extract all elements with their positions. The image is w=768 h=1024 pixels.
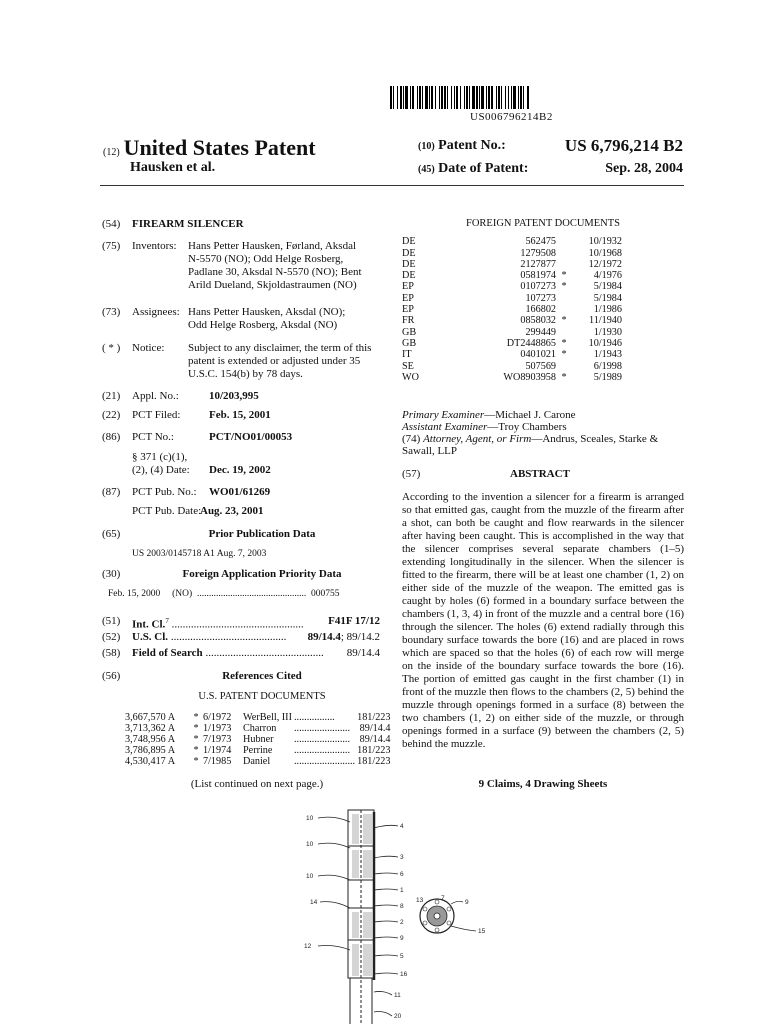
cited-by-examiner: *	[561, 337, 567, 349]
abstract-heading: ABSTRACT	[510, 468, 570, 480]
leader-line	[374, 905, 398, 906]
reference-numeral: 20	[394, 1013, 402, 1020]
appl-no: 10/203,995	[209, 390, 259, 402]
patent-number: 3,713,362 A	[125, 723, 176, 734]
field-code: (65)	[102, 528, 121, 540]
cited-by-examiner: *	[561, 270, 567, 282]
patent-number: 0107273	[520, 281, 556, 293]
cited-by-examiner	[556, 327, 572, 338]
leader-dots: ......................	[293, 734, 350, 745]
notice-label: Notice:	[132, 342, 165, 354]
reference-numeral: 16	[400, 971, 408, 978]
attorney-code: (74)	[402, 433, 421, 445]
barcode	[390, 86, 683, 109]
leader-line	[374, 991, 392, 995]
patent-number: WO8903958	[503, 371, 556, 383]
patent-number: 1279508	[520, 247, 556, 259]
country-code: FR	[402, 315, 415, 327]
notice-line: U.S.C. 154(b) by 78 days.	[188, 368, 303, 380]
priority-date: Feb. 15, 2000	[108, 589, 161, 599]
patentee: Hubner	[243, 734, 274, 745]
chamber-fill	[352, 814, 372, 976]
field-code: (52)	[102, 631, 121, 643]
patent-number: DT2448865	[506, 337, 556, 349]
country-code: EP	[402, 281, 414, 293]
cited-by-examiner: *	[561, 349, 567, 361]
notice-text	[188, 342, 394, 381]
foreign-patent-row	[402, 315, 622, 326]
examiners-section	[402, 409, 684, 457]
section-371-date: Dec. 19, 2002	[209, 464, 271, 476]
country-code: GB	[402, 326, 417, 338]
kind-code: (12)	[103, 147, 120, 158]
assignees-list	[188, 306, 394, 332]
us-cl-primary: 89/14.4	[307, 631, 341, 643]
patent-date: 10/1946	[588, 337, 622, 349]
us-patent-row	[125, 712, 391, 723]
section-371	[132, 451, 190, 477]
reference-numeral: 9	[400, 935, 404, 942]
patent-number: 3,667,570 A	[125, 712, 176, 723]
patent-date: 7/1985	[203, 756, 232, 767]
chamber-fill	[363, 912, 372, 938]
attorney-label: Attorney, Agent, or Firm	[423, 433, 532, 445]
foreign-patent-row	[402, 327, 622, 338]
document-number: US006796214B2	[470, 111, 553, 123]
leader-dots: ..........................................	[170, 631, 287, 643]
leader-line	[374, 955, 398, 956]
primary-examiner-label: Primary Examiner	[402, 409, 485, 421]
country-code: DE	[402, 247, 416, 259]
country-code: EP	[402, 304, 414, 316]
reference-numeral: 13	[416, 897, 424, 904]
reference-numeral: 15	[478, 928, 486, 935]
appl-no-label: Appl. No.:	[132, 390, 179, 402]
chamber-fill	[363, 814, 372, 844]
cited-by-examiner	[556, 361, 572, 372]
patent-number: 0401021	[520, 349, 556, 361]
field-code: (21)	[102, 390, 121, 402]
leader-line	[318, 843, 350, 848]
patentee: Charron	[243, 723, 277, 734]
foreign-patent-row	[402, 349, 622, 360]
leader-line	[374, 889, 398, 890]
patent-drawing	[280, 800, 700, 1024]
patent-date: 4/1976	[593, 270, 622, 282]
patent-no-label: Patent No.:	[438, 138, 506, 153]
foreign-patent-row	[402, 338, 622, 349]
cross-section-hole	[435, 928, 439, 932]
us-class: 181/223	[357, 756, 391, 767]
pct-pub-date: Aug. 23, 2001	[200, 505, 264, 517]
us-cl-secondary: ; 89/14.2	[340, 631, 380, 643]
leader-line	[374, 921, 398, 922]
field-code: (86)	[102, 431, 121, 443]
assistant-examiner-label: Assistant Examiner	[402, 421, 488, 433]
us-cl-values	[305, 631, 380, 644]
field-code: (30)	[102, 568, 121, 580]
continued-note: (List continued on next page.)	[190, 778, 324, 790]
foreign-patents-heading: FOREIGN PATENT DOCUMENTS	[465, 218, 621, 229]
cross-section-hole	[447, 907, 451, 911]
patent-title-header	[103, 135, 316, 161]
patent-number-line	[418, 138, 683, 154]
patent-number: 0581974	[520, 270, 556, 282]
section-371-line: § 371 (c)(1),	[132, 451, 188, 463]
reference-numeral: 8	[400, 903, 404, 910]
inventors-line: Hans Petter Hausken, Førland, Aksdal	[188, 240, 357, 252]
assignees-label: Assignees:	[132, 306, 180, 318]
barcode-bar	[529, 86, 530, 109]
leader-line	[318, 875, 350, 880]
cited-by-examiner: *	[561, 281, 567, 293]
patent-number: 0858032	[520, 315, 556, 327]
chamber-fill	[352, 912, 359, 938]
leader-dots: ......................	[293, 723, 350, 734]
field-code: (58)	[102, 647, 121, 659]
cited-by-examiner: *	[561, 315, 567, 327]
leader-line	[320, 902, 350, 908]
pct-no: PCT/NO01/00053	[209, 431, 293, 443]
patent-date: 6/1998	[593, 360, 622, 372]
leader-dots: ..............................................	[196, 589, 307, 599]
us-patent-table	[125, 712, 391, 767]
field-of-search-label: Field of Search	[132, 647, 203, 659]
priority-heading: Foreign Application Priority Data	[182, 568, 342, 580]
us-patent-row	[125, 745, 391, 756]
assistant-examiner: —Troy Chambers	[487, 421, 567, 433]
foreign-patent-row	[402, 281, 622, 292]
leader-dots: ................................................	[171, 618, 304, 631]
leader-line	[451, 901, 463, 904]
pct-pub-no: WO01/61269	[209, 486, 271, 498]
references-heading: References Cited	[222, 670, 302, 682]
patent-date: 1/1973	[203, 723, 232, 734]
country-code: GB	[402, 337, 417, 349]
attorney: —Andrus, Sceales, Starke &	[531, 433, 659, 445]
patent-number: 299449	[525, 326, 556, 338]
patent-date: 6/1972	[203, 712, 232, 723]
patent-number: US 6,796,214 B2	[564, 136, 683, 155]
foreign-patent-row	[402, 248, 622, 259]
section-371-line: (2), (4) Date:	[132, 464, 190, 476]
assistant-examiner-line	[402, 421, 684, 433]
reference-numeral: 5	[400, 953, 404, 960]
pct-pub-date-label: PCT Pub. Date:	[132, 505, 202, 517]
reference-numeral: 1	[400, 887, 404, 894]
reference-numeral: 10	[306, 815, 314, 822]
inventors-line: Padlane 30, Aksdal N-5570 (NO); Bent	[188, 266, 362, 278]
pct-no-label: PCT No.:	[132, 431, 174, 443]
patent-date: 5/1989	[593, 371, 622, 383]
country-code: IT	[402, 349, 412, 361]
patentee: WerBell, III	[243, 712, 292, 723]
cited-by-examiner: *	[193, 734, 199, 745]
cited-by-examiner: *	[193, 712, 199, 723]
reference-numeral: 6	[400, 871, 404, 878]
country-code: DE	[402, 236, 416, 248]
leader-line	[318, 817, 350, 822]
invention-title: FIREARM SILENCER	[132, 218, 244, 230]
assignees-line: Hans Petter Hausken, Aksdal (NO);	[188, 306, 346, 318]
foreign-patent-row	[402, 270, 622, 281]
notice-line: Subject to any disclaimer, the term of this	[188, 342, 372, 354]
field-code: ( * )	[102, 342, 121, 354]
leader-dots: ......................	[293, 745, 350, 756]
field-of-search-value: 89/14.4	[344, 647, 380, 660]
reference-numeral: 2	[400, 919, 404, 926]
prior-publication-entry: US 2003/0145718 A1 Aug. 7, 2003	[132, 549, 267, 559]
patent-number: 4,530,417 A	[125, 756, 176, 767]
patentee: Daniel	[243, 756, 271, 767]
pct-pub-no-label: PCT Pub. No.:	[132, 486, 197, 498]
foreign-patents-section	[402, 218, 684, 383]
leader-dots: ........................	[293, 756, 356, 767]
cited-by-examiner	[556, 236, 572, 247]
prior-publication-heading: Prior Publication Data	[208, 528, 316, 540]
assignees-line: Odd Helge Rosberg, Aksdal (NO)	[188, 319, 338, 331]
cited-by-examiner: *	[193, 745, 199, 756]
us-patent-table-wrapper	[125, 712, 393, 767]
patent-date: 10/1932	[588, 236, 622, 248]
us-class: 89/14.4	[359, 734, 391, 745]
date-label: Date of Patent:	[438, 161, 529, 176]
date-of-patent-line	[418, 161, 683, 177]
us-class: 181/223	[357, 745, 391, 756]
header-divider	[100, 185, 684, 186]
inventors-line: Arild Dueland, Skjoldastraumen (NO)	[188, 279, 357, 291]
us-patent-documents-heading: U.S. PATENT DOCUMENTS	[198, 691, 326, 702]
patent-date: 10/1968	[588, 247, 622, 259]
patent-date: 1/1943	[593, 349, 622, 361]
patent-date: 5/1984	[593, 281, 622, 293]
us-patent-row	[125, 756, 391, 767]
cited-by-examiner	[556, 304, 572, 315]
leader-line	[374, 973, 398, 974]
us-patent-row	[125, 723, 391, 734]
abstract-text: According to the invention a silencer for a firearm is arranged so that emitted gas, caught from the muzzle of the firearm after a shot, can both be caught and flow rearwards in the silencer after having been caught. This is accomplished in the way that the silencer comprises several separate chambers (1–5) extending longitudinally in the silencer. When the silencer is fitted to the firearm, there will be at least one chamber (1, 2) on either side of the muzzle of the weapon. The emitted gas is caught by holes (6) formed in a boundary surface between the chambers (1, 3, 4) in front of the muzzle and a central bore (16) through the silencer. The holes (6) extend radially through this boundary surface towards the bore (16) and are placed in rows which are spaced so that the holes (6) of each row will merge on the inside of the boundary surface towards the bore (16). The portion of emitted gas caught in the first chamber (1) in front of the muzzle then flows to the chambers (2, 5) behind the muzzle through openings formed in a surface (8) between the two chambers (1, 2) on either side of the muzzle, or through openings formed in a surface (9) between the chambers (2, 5) behind the muzzle.	[402, 491, 684, 750]
chamber-fill	[363, 944, 372, 976]
leader-dots: ...........................................	[205, 647, 324, 659]
field-code: (22)	[102, 409, 121, 421]
reference-numeral: 3	[400, 854, 404, 861]
inventors-line: N-5570 (NO); Odd Helge Rosberg,	[188, 253, 344, 265]
foreign-patent-row	[402, 236, 622, 247]
us-class: 89/14.4	[359, 723, 391, 734]
chamber-fill	[363, 850, 372, 878]
inventors-label: Inventors:	[132, 240, 177, 252]
patent-no-code: (10)	[418, 141, 435, 152]
cross-section-bore	[434, 913, 440, 919]
foreign-patent-table	[402, 236, 622, 383]
foreign-patent-row	[402, 259, 622, 270]
date-code: (45)	[418, 164, 435, 175]
cited-by-examiner	[556, 248, 572, 259]
cited-by-examiner: *	[193, 723, 199, 734]
patent-number: 166802	[525, 304, 556, 316]
leader-line	[374, 873, 398, 874]
us-cl-label: U.S. Cl.	[132, 631, 169, 643]
us-patent-row	[125, 734, 391, 745]
field-code: (87)	[102, 486, 121, 498]
int-cl-label: Int. Cl.	[132, 618, 166, 631]
foreign-patent-row	[402, 372, 622, 383]
patent-date: 1/1974	[203, 745, 232, 756]
cross-section-hole	[423, 921, 427, 925]
patent-date: 12/1972	[588, 258, 622, 270]
drawing-labels	[304, 815, 486, 1020]
reference-numeral: 7	[441, 895, 445, 902]
reference-numeral: 14	[310, 899, 318, 906]
primary-examiner-line	[402, 409, 684, 421]
leader-line	[374, 856, 398, 858]
chamber-fill	[352, 814, 359, 844]
cited-by-examiner: *	[193, 756, 199, 767]
cross-section-hole	[447, 921, 451, 925]
patentee: Perrine	[243, 745, 273, 756]
claims-summary: 9 Claims, 4 Drawing Sheets	[478, 778, 608, 790]
patent-number: 107273	[525, 292, 556, 304]
date-of-patent: Sep. 28, 2004	[605, 161, 683, 176]
field-code: (73)	[102, 306, 121, 318]
patent-date: 1/1930	[593, 326, 622, 338]
bibliographic-column	[102, 218, 392, 798]
country-code: WO	[402, 371, 419, 383]
patent-date: 7/1973	[203, 734, 232, 745]
country-code: SE	[402, 360, 414, 372]
notice-line: patent is extended or adjusted under 35	[188, 355, 361, 367]
priority-entry	[108, 588, 390, 601]
country-code: EP	[402, 292, 414, 304]
patent-date: 11/1940	[588, 315, 622, 327]
cited-by-examiner	[556, 293, 572, 304]
cited-by-examiner: *	[561, 371, 567, 383]
int-cl-edition: 7	[165, 617, 169, 625]
attorney-line-2: Sawall, LLP	[402, 445, 457, 457]
country-code: DE	[402, 258, 416, 270]
foreign-patent-row	[402, 304, 622, 315]
cross-section-hole	[423, 907, 427, 911]
patent-number: 3,748,956 A	[125, 734, 176, 745]
field-code: (51)	[102, 615, 121, 627]
chamber-fill	[352, 850, 359, 878]
cross-section-hole	[435, 900, 439, 904]
country-code: DE	[402, 270, 416, 282]
foreign-patent-row	[402, 361, 622, 372]
inventors-short: Hausken et al.	[130, 160, 216, 175]
primary-examiner: —Michael J. Carone	[484, 409, 576, 421]
chamber-fill	[352, 944, 359, 976]
reference-numeral: 12	[304, 943, 312, 950]
leader-line	[374, 937, 398, 938]
reference-numeral: 4	[400, 823, 404, 830]
patent-number: 507569	[525, 360, 556, 372]
leader-line	[374, 1012, 392, 1017]
pct-filed-label: PCT Filed:	[132, 409, 181, 421]
patent-number: 562475	[525, 236, 556, 248]
foreign-patent-row	[402, 293, 622, 304]
field-code: (54)	[102, 218, 121, 230]
reference-numeral: 10	[306, 841, 314, 848]
abstract-code: (57)	[402, 468, 421, 480]
document-type: United States Patent	[123, 135, 316, 160]
reference-numeral: 9	[465, 899, 469, 906]
field-code: (56)	[102, 670, 121, 682]
leader-line	[374, 825, 398, 828]
leader-line	[451, 926, 476, 931]
inventors-list	[188, 240, 394, 292]
pct-filed: Feb. 15, 2001	[209, 409, 271, 421]
leader-line	[318, 946, 350, 951]
reference-numeral: 11	[394, 992, 401, 999]
priority-number: 000755	[310, 589, 340, 599]
patent-number: 3,786,895 A	[125, 745, 176, 756]
leader-dots: ................	[293, 712, 335, 723]
patent-number: 2127877	[520, 258, 556, 270]
int-cl-value: F41F 17/12	[325, 615, 380, 628]
cited-by-examiner	[556, 259, 572, 270]
reference-numeral: 10	[306, 873, 314, 880]
priority-country: (NO)	[172, 589, 193, 599]
attorney-line	[402, 433, 684, 445]
patent-date: 1/1986	[593, 304, 622, 316]
us-class: 181/223	[357, 712, 391, 723]
field-code: (75)	[102, 240, 121, 252]
patent-date: 5/1984	[593, 292, 622, 304]
abstract-heading-row	[402, 469, 684, 480]
